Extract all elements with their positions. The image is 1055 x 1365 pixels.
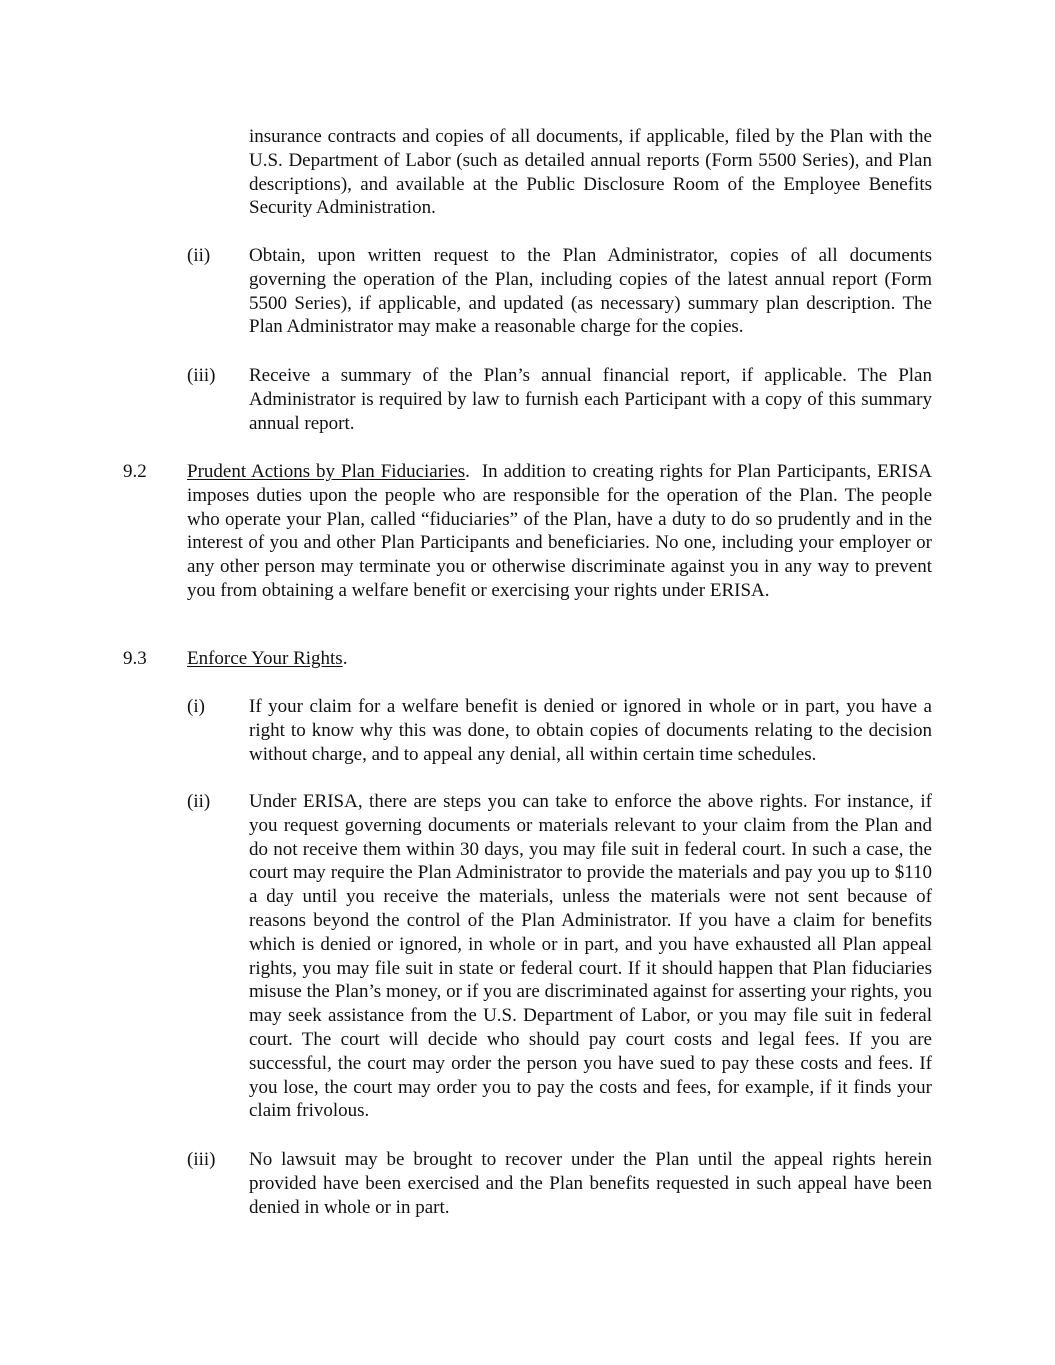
item-marker: (iii) — [187, 365, 216, 386]
section-heading: Prudent Actions by Plan Fiduciaries — [187, 461, 466, 482]
item-text: If your claim for a welfare benefit is denied or ignored in whole or in part, you have a right to know why this was done, to obtain copies of documents relating to the decision without charge, and to appeal any denial, all within certain time schedules. — [249, 696, 932, 765]
heading-punctuation: . — [342, 648, 348, 669]
section-heading: Enforce Your Rights — [187, 648, 343, 669]
item-text: Obtain, upon written request to the Plan Administrator, copies of all documents governing the operation of the Plan, including copies of the latest annual report (Form 5500 Series), if applicable, and updated (as necessary) summary plan description. The Plan Administrator may make a reasonable charge for the copies. — [249, 245, 932, 338]
item-marker: (i) — [187, 696, 205, 717]
item-marker: (iii) — [187, 1149, 216, 1170]
item-marker: (ii) — [187, 245, 211, 266]
item-marker: (ii) — [187, 791, 211, 812]
section-number: 9.2 — [123, 461, 147, 482]
section-9-2-paragraph — [187, 460, 932, 603]
item-text: No lawsuit may be brought to recover under the Plan until the appeal rights herein provided have been exercised and the Plan benefits requested in such appeal have been denied in whole or in part. — [249, 1149, 932, 1218]
section-number: 9.3 — [123, 648, 147, 669]
continuation-paragraph: insurance contracts and copies of all documents, if applicable, filed by the Plan with the U.S. Department of Labor (such as detailed annual reports (Form 5500 Series), and Plan descriptions), and available at the Public Disclosure Room of the Employee Benefits Security Administration. — [249, 126, 932, 219]
item-text: Under ERISA, there are steps you can take to enforce the above rights. For instance, if you request governing documents or materials relevant to your claim from the Plan and do not receive them within 30 days, you may file suit in federal court. In such a case, the court may require the Plan Administrator to provide the materials and pay you up to $110 a day until you receive the materials, unless the materials were not sent because of reasons beyond the control of the Plan Administrator. If you have a claim for benefits which is denied or ignored, in whole or in part, and you have exhausted all Plan appeal rights, you may file suit in state or federal court. If it should happen that Plan fiduciaries misuse the Plan’s money, or if you are discriminated against for asserting your rights, you may seek assistance from the U.S. Department of Labor, or you may file suit in federal court. The court will decide who should pay court costs and legal fees. If you are successful, the court may order the person you have sued to pay these costs and fees. If you lose, the court may order you to pay the costs and fees, for example, if it finds your claim frivolous. — [249, 791, 932, 1122]
section-text: In addition to creating rights for Plan Participants, ERISA imposes duties upon the people who are responsible for the operation of the Plan. The people who operate your Plan, called “fiduciaries” of the Plan, have a duty to do so prudently and in the interest of you and other Plan Participants and beneficiaries. No one, including your employer or any other person may terminate you or otherwise discriminate against you in any way to prevent you from obtaining a welfare benefit or exercising your rights under ERISA. — [187, 461, 933, 601]
section-9-3-heading — [187, 647, 932, 671]
heading-punctuation: . — [465, 461, 470, 482]
item-text: Receive a summary of the Plan’s annual financial report, if applicable. The Plan Administrator is required by law to furnish each Participant with a copy of this summary annual report. — [249, 365, 932, 434]
